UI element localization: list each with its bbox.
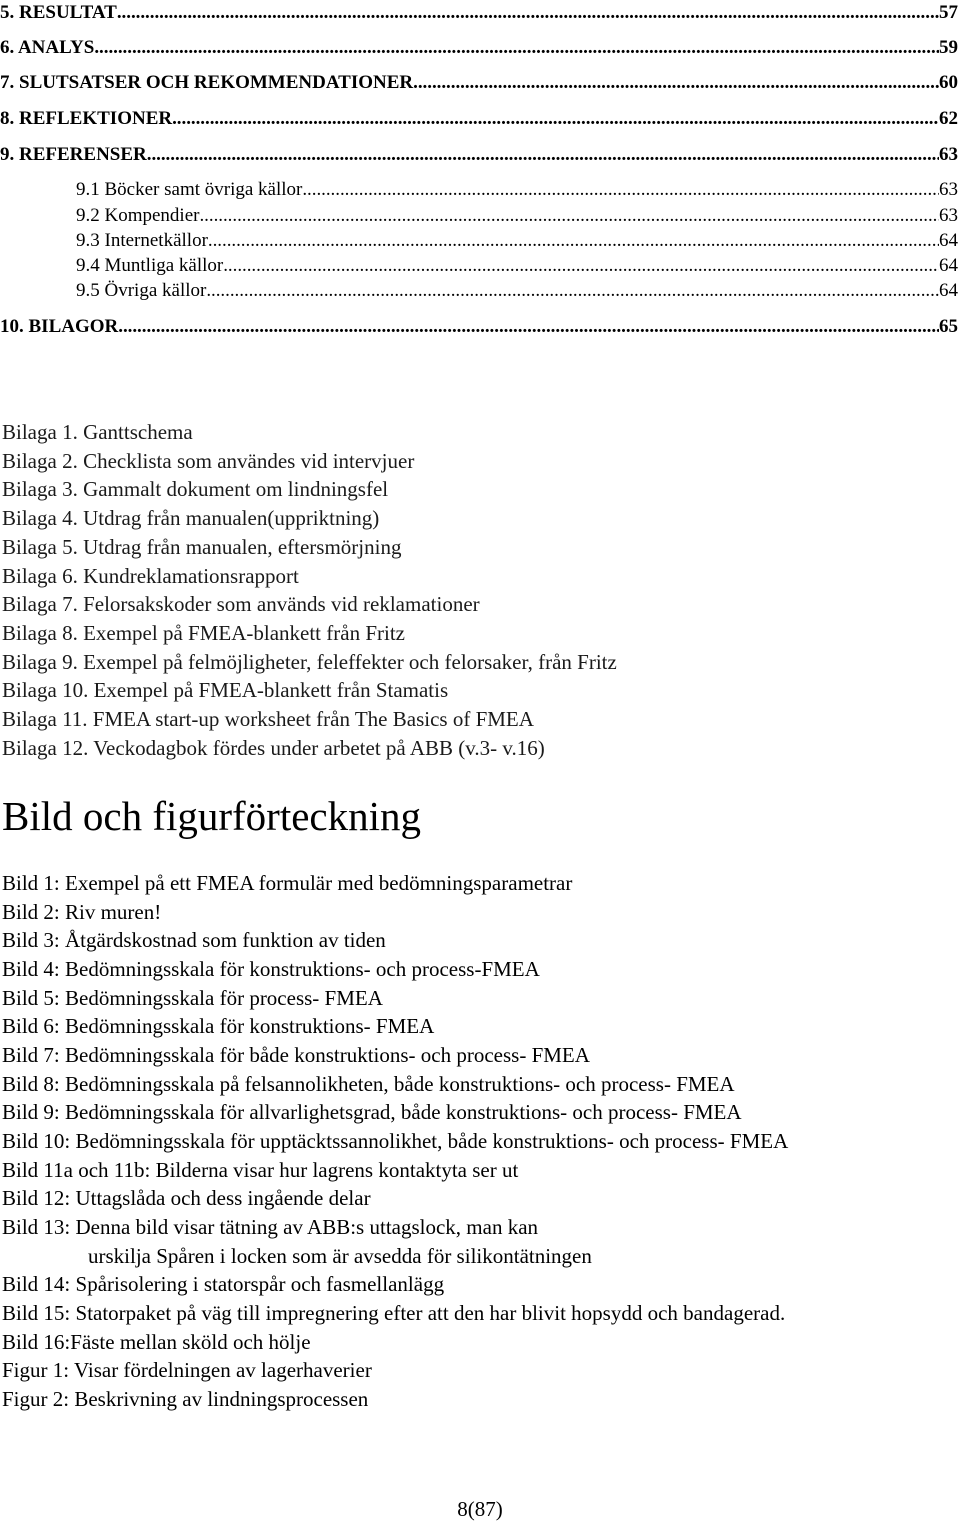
- appendix-item: Bilaga 7. Felorsakskoder som används vid reklamationer: [2, 592, 480, 616]
- toc-leader-dots: [94, 37, 939, 59]
- figure-item: Bild 11a och 11b: Bilderna visar hur lagrens kontaktyta ser ut: [2, 1158, 519, 1182]
- toc-sub-title: 9.1 Böcker samt övriga källor: [76, 179, 303, 200]
- appendix-item: Bilaga 12. Veckodagbok fördes under arbetet på ABB (v.3- v.16): [2, 736, 545, 760]
- toc-leader-dots: [302, 179, 939, 201]
- figure-item: Bild 13: Denna bild visar tätning av ABB:s uttagslock, man kan: [2, 1215, 539, 1239]
- toc-page-number: 63: [939, 144, 958, 165]
- figure-item-continuation: urskilja Spåren i locken som är avsedda för silikontätningen: [88, 1244, 592, 1268]
- appendix-item: Bilaga 8. Exempel på FMEA-blankett från Fritz: [2, 621, 405, 645]
- toc-sub-entry[interactable]: [76, 255, 958, 279]
- toc-leader-dots: [172, 108, 939, 130]
- figure-item: Bild 2: Riv muren!: [2, 900, 162, 924]
- toc-sub-title: 9.4 Muntliga källor: [76, 255, 224, 276]
- toc-title: 9. REFERENSER: [0, 144, 147, 165]
- page-number: 8(87): [457, 1497, 503, 1521]
- appendix-item: Bilaga 11. FMEA start-up worksheet från The Basics of FMEA: [2, 707, 534, 731]
- toc-title: 5. RESULTAT: [0, 2, 117, 23]
- appendix-item: Bilaga 1. Ganttschema: [2, 420, 193, 444]
- figure-item: Bild 9: Bedömningsskala för allvarlighetsgrad, både konstruktions- och process- FMEA: [2, 1100, 742, 1124]
- toc-entry[interactable]: [0, 72, 958, 96]
- toc-page-number: 64: [939, 230, 958, 251]
- toc-entry[interactable]: [0, 2, 958, 26]
- toc-page-number: 63: [939, 179, 958, 200]
- figure-item: Figur 2: Beskrivning av lindningsprocessen: [2, 1387, 369, 1411]
- figure-item: Bild 10: Bedömningsskala för upptäcktssannolikhet, både konstruktions- och process- FMEA: [2, 1129, 789, 1153]
- figure-item: Bild 12: Uttagslåda och dess ingående delar: [2, 1186, 371, 1210]
- toc-title: 10. BILAGOR: [0, 316, 119, 337]
- toc-leader-dots: [147, 144, 939, 166]
- figure-item: Figur 1: Visar fördelningen av lagerhaverier: [2, 1358, 372, 1382]
- toc-entry[interactable]: [0, 316, 958, 340]
- toc-page-number: 64: [939, 255, 958, 276]
- appendix-item: Bilaga 2. Checklista som användes vid intervjuer: [2, 449, 415, 473]
- figure-item: Bild 3: Åtgärdskostnad som funktion av tiden: [2, 928, 386, 952]
- toc-sub-entry[interactable]: [76, 179, 958, 203]
- appendix-item: Bilaga 3. Gammalt dokument om lindningsfel: [2, 477, 389, 501]
- toc-sub-title: 9.2 Kompendier: [76, 205, 200, 226]
- toc-title: 7. SLUTSATSER OCH REKOMMENDATIONER: [0, 72, 414, 93]
- figure-item: Bild 15: Statorpaket på väg till impregnering efter att den har blivit hopsydd och bandagerad.: [2, 1301, 786, 1325]
- figure-item: Bild 5: Bedömningsskala för process- FMEA: [2, 986, 383, 1010]
- toc-sub-entry[interactable]: [76, 280, 958, 304]
- toc-title: 6. ANALYS: [0, 37, 95, 58]
- appendix-item: Bilaga 4. Utdrag från manualen(uppriktning): [2, 506, 380, 530]
- toc-entry[interactable]: [0, 144, 958, 168]
- toc-leader-dots: [413, 72, 939, 94]
- appendix-item: Bilaga 9. Exempel på felmöjligheter, feleffekter och felorsaker, från Fritz: [2, 650, 617, 674]
- figure-item: Bild 14: Spårisolering i statorspår och fasmellanlägg: [2, 1272, 445, 1296]
- toc-title: 8. REFLEKTIONER: [0, 108, 173, 129]
- toc-page-number: 57: [939, 2, 958, 23]
- toc-leader-dots: [206, 280, 939, 302]
- figure-item: Bild 1: Exempel på ett FMEA formulär med bedömningsparametrar: [2, 871, 573, 895]
- toc-leader-dots: [199, 205, 939, 227]
- figure-item: Bild 8: Bedömningsskala på felsannolikheten, både konstruktions- och process- FMEA: [2, 1072, 735, 1096]
- toc-leader-dots: [117, 2, 939, 24]
- toc-leader-dots: [118, 316, 939, 338]
- toc-sub-entry[interactable]: [76, 205, 958, 229]
- toc-sub-title: 9.5 Övriga källor: [76, 280, 207, 301]
- appendix-item: Bilaga 6. Kundreklamationsrapport: [2, 564, 299, 588]
- toc-entry[interactable]: [0, 108, 958, 132]
- toc-entry[interactable]: [0, 37, 958, 61]
- figure-item: Bild 16:Fäste mellan sköld och hölje: [2, 1330, 311, 1354]
- toc-sub-entry[interactable]: [76, 230, 958, 254]
- toc-page-number: 64: [939, 280, 958, 301]
- figure-item: Bild 4: Bedömningsskala för konstruktions- och process-FMEA: [2, 957, 540, 981]
- toc-page-number: 60: [939, 72, 958, 93]
- toc-page-number: 62: [939, 108, 958, 129]
- figure-item: Bild 6: Bedömningsskala för konstruktions- FMEA: [2, 1014, 435, 1038]
- appendix-item: Bilaga 10. Exempel på FMEA-blankett från Stamatis: [2, 678, 449, 702]
- toc-page-number: 65: [939, 316, 958, 337]
- figures-heading: Bild och figurförteckning: [2, 793, 422, 839]
- appendix-item: Bilaga 5. Utdrag från manualen, eftersmörjning: [2, 535, 402, 559]
- toc-sub-title: 9.3 Internetkällor: [76, 230, 208, 251]
- toc-leader-dots: [208, 230, 939, 252]
- figure-item: Bild 7: Bedömningsskala för både konstruktions- och process- FMEA: [2, 1043, 590, 1067]
- toc-page-number: 59: [939, 37, 958, 58]
- toc-page-number: 63: [939, 205, 958, 226]
- toc-leader-dots: [223, 255, 939, 277]
